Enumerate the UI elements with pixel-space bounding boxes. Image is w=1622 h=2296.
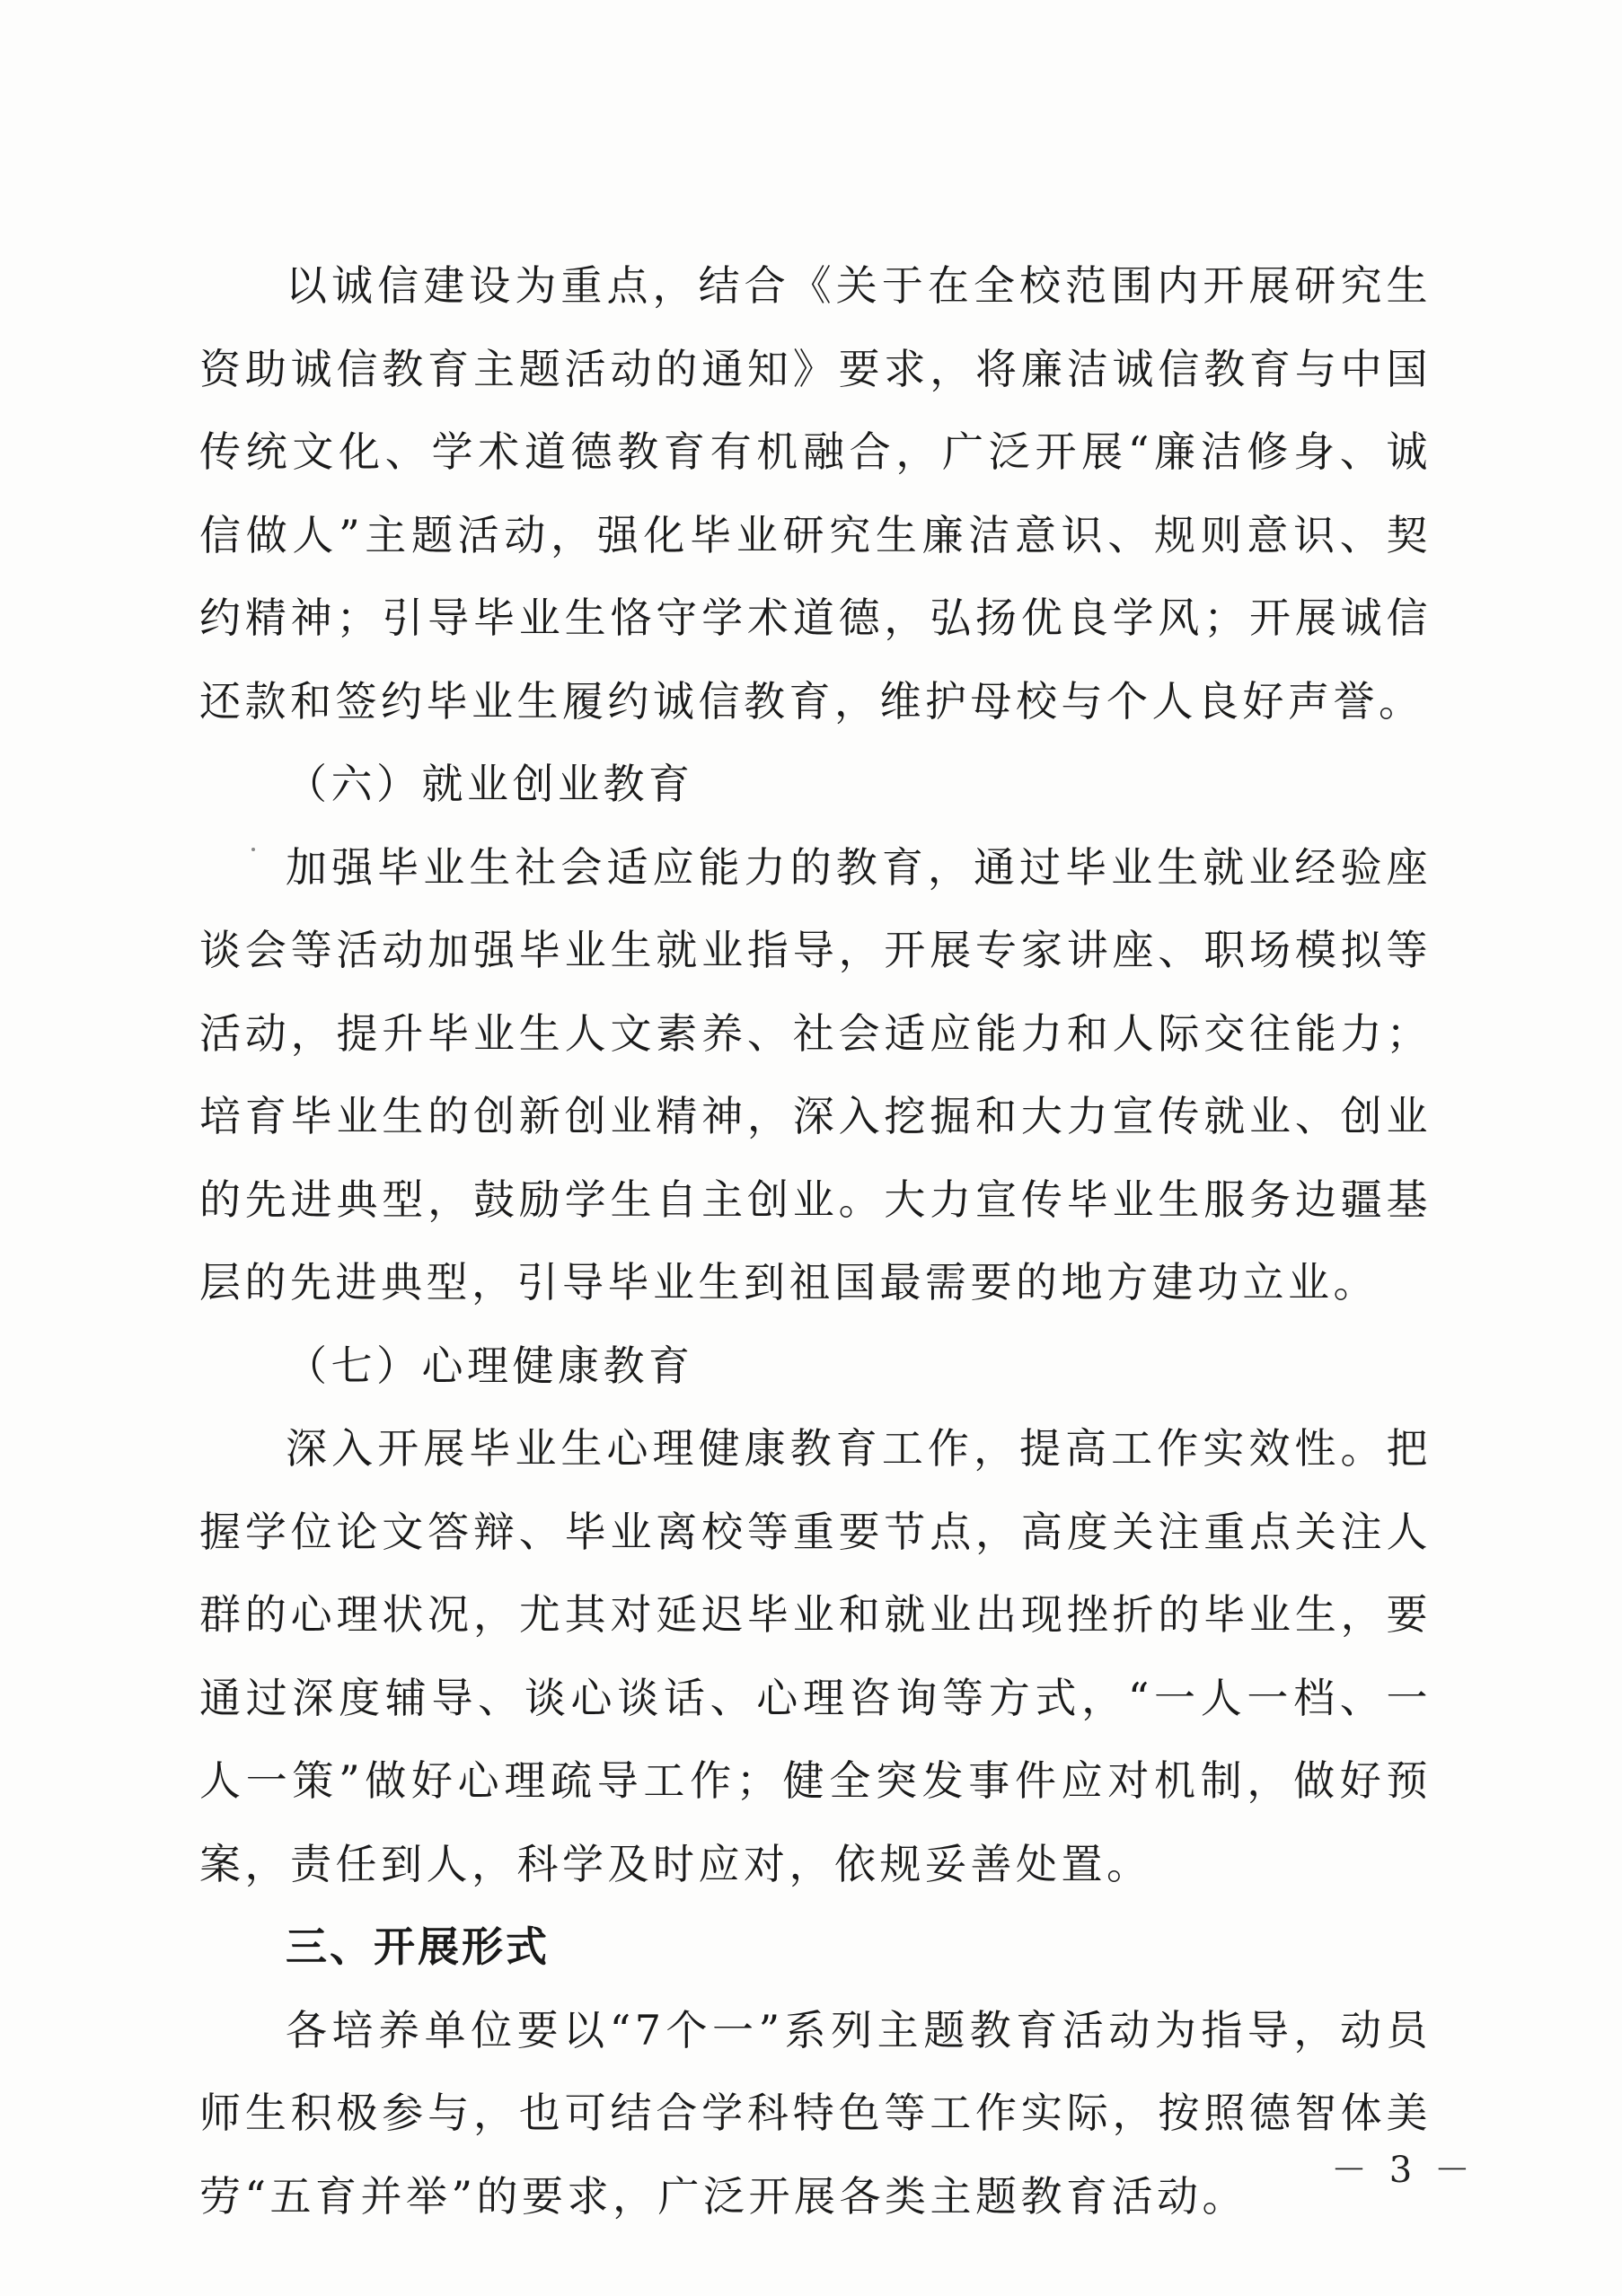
heading-employment-education: （六）就业创业教育 — [286, 760, 694, 808]
paragraph-forms: 各培养单位要以“7个一”系列主题教育活动为指导，动员师生积极参与，也可结合学科特色等工作实际，按照德智体美劳“五育并举”的要求，广泛开展各类主题教育活动。 — [199, 2005, 1432, 2221]
paragraph-integrity-education: 以诚信建设为重点，结合《关于在全校范围内开展研究生资助诚信教育主题活动的通知》要求，将廉洁诚信教育与中国传统文化、学术道德教育有机融合，广泛开展“廉洁修身、诚信做人”主题活动，强化毕业研究生廉洁意识、规则意识、契约精神；引导毕业生恪守学术道德，弘扬优良学风；开展诚信还款和签约毕业生履约诚信教育，维护母校与个人良好声誉。 — [199, 261, 1432, 726]
heading-mental-health-education: （七）心理健康教育 — [286, 1341, 694, 1390]
document-body — [199, 244, 1432, 2238]
paragraph-employment-education: 加强毕业生社会适应能力的教育，通过毕业生就业经验座谈会等活动加强毕业生就业指导，开展专家讲座、职场模拟等活动，提升毕业生人文素养、社会适应能力和人际交往能力；培育毕业生的创新创业精神，深入挖掘和大力宣传就业、创业的先进典型，鼓励学生自主创业。大力宣传毕业生服务边疆基层的先进典型，引导毕业生到祖国最需要的地方建功立业。 — [199, 842, 1432, 1306]
paragraph-mental-health-education: 深入开展毕业生心理健康教育工作，提高工作实效性。把握学位论文答辩、毕业离校等重要节点，高度关注重点关注人群的心理状况，尤其对延迟毕业和就业出现挫折的毕业生，要通过深度辅导、谈心谈话、心理咨询等方式，“一人一档、一人一策”做好心理疏导工作；健全突发事件应对机制，做好预案，责任到人，科学及时应对，依规妥善处置。 — [199, 1424, 1432, 1888]
page-number: － 3 － — [1331, 2150, 1476, 2191]
section-heading-forms: 三、开展形式 — [286, 1922, 550, 1971]
